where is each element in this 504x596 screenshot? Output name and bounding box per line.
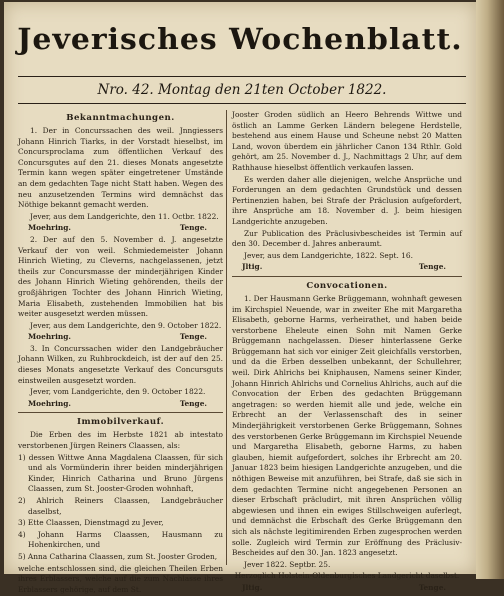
property-sale-date: Jever, aus dem Landgerichte, 1822. Sept. 16.: [244, 250, 413, 260]
heir-item: 2) Ahlrich Reiners Claassen, Landgebräucher daselbst,: [18, 496, 223, 516]
signature-left: Jltig.: [242, 582, 263, 592]
section-divider: [232, 276, 462, 277]
notice-2-signatures: [18, 332, 223, 343]
court-name: Herzoglich Holstein-Oldenburgisches Landgericht daselbst.: [234, 571, 460, 581]
masthead-rule-bottom: [18, 103, 466, 104]
heir-item: 1) dessen Wittwe Anna Magdalena Claassen, für sich und als Vormünderin ihrer beiden minderjährigen Kinder, Hinrich Catharina und Bruno Jürgens Claassen, zum St. Jooster-Groden wohnhaft,: [18, 452, 223, 494]
convocation-date: Jever 1822. Septbr. 25.: [244, 559, 331, 569]
section-heading-convocations: Convocationen.: [306, 280, 388, 291]
masthead-rule-top: [18, 76, 466, 77]
notice-1-date: Jever, aus dem Landgerichte, den 11. Octbr. 1822.: [30, 211, 219, 221]
signature-right: Tenge.: [418, 582, 446, 592]
section-heading-announcements: Bekanntmachungen.: [66, 113, 175, 123]
column-divider: [226, 110, 227, 565]
property-sale-tail: welche entschlossen sind, die gleichen Theilen Erben ihres Erblassers, welche auf die zum Nachlasse ihres Erblassers gehörige, auf dem St.: [18, 563, 223, 594]
notice-2-date: Jever, aus dem Landgerichte, den 9. October 1822.: [30, 320, 222, 330]
property-sale-intro: Die Erben des im Herbste 1821 ab intestato verstorbenen Jürgen Reiners Claassen, als:: [18, 430, 223, 451]
section-divider: [18, 412, 223, 413]
property-sale-signatures: [232, 262, 462, 273]
signature-left: Moehring.: [28, 398, 72, 408]
section-heading-property-sale: Immobilverkauf.: [76, 417, 165, 428]
publication-notice: Zur Publication des Präclusivbescheides ist Termin auf den 30. December d. Jahres anberaumt.: [232, 228, 462, 249]
notice-3-text: 3. In Concurssachen wider den Landgebräucher Johann Wilken, zu Ruhbrockdeich, ist der auf den 25. dieses Monats angesetzte Verkauf des Concursguts einstweilen ausgesetzt worden.: [18, 343, 223, 385]
signature-right: Tenge.: [179, 398, 207, 408]
book-spine: [476, 0, 504, 579]
masthead-title: Jeverisches Wochenblatt.: [17, 22, 463, 56]
notice-1-signatures: [18, 223, 223, 234]
heir-item: 5) Anna Catharina Claassen, zum St. Jooster Groden,: [18, 551, 218, 561]
notice-1-text: 1. Der in Concurssachen des weil. Jnngiessers Johann Hinrich Tiarks, in der Vorstadt hieselbst, im Concursproclama zum öffentlichen Verkauf des Concursgutes auf den 21. dieses Monats angesetzte Termin kann wegen später eingetretener Umstände an dem gedachten Tage nicht Statt haben. Wegen des neu anzusetzenden Termins wird demnächst das Nöthige bekannt gemacht werden.: [18, 126, 223, 210]
convocation-text: 1. Der Hausmann Gerke Brüggemann, wohnhaft gewesen im Kirchspiel Neuende, war in zweiter Ehe mit Margaretha Elisabeth, geborne Harms, verheirathet, und haben beide verstorbene Eheleute einen Sohn mit Namen Gerke Brüggemann nachgelassen. Dieser hinterlassene Gerke Brüggemann hat sich vor einiger Zeit gleichfalls verstorben, und da die Erben desselben unbekannt, der Schullehrer, weil. Dirk Ahlrichs bei Kniphausen, Namens seiner Kinder, Johann Hinrich Ahlrichs und Cornelius Ahlrichs, auch auf die Convocation der Erben des gedachten Brüggemann angetragen: so werden hiemit alle und jede, welche ein Erbrecht an der Verlassenschaft des in seiner Minderjährigkeit verstorbenen Gerke Brüggemann, Sohnes des verstorbenen Gerke Brüggemann im Kirchspiel Neuende und Margaretha Elisabeth, geborne Harms, zu haben glauben, hiemit aufgefordert, solches ihr Erbrecht am 20. Januar 1823 beim hiesigen Landgerichte anzugeben, und die nöthigen Beweise mit anzuführen, bei Strafe, daß sie sich in dem gedachten Termine nicht angegebenen Personen an dieser Erbschaft präcludirt, mit ihren Ansprüchen völlig abgewiesen und ihnen ein ewiges Stillschweigen auferlegt, und demnächst die Erbschaft des Gerke Brüggemann den sich als nächste legitimirenden Erben zugesprochen werden solle. Zugleich wird Termin zur Eröffnung des Präclusiv-Bescheides auf den 30. Jan. 1823 angesetzt.: [232, 293, 462, 558]
claims-notice: Es werden daher alle diejenigen, welche Ansprüche und Forderungen an dem gedachten Grundstück und dessen Pertinenzien haben, bei Strafe der Präclusion aufgefordert, ihre Ansprüche am 18. November d. J. beim hiesigen Landgerichte anzugeben.: [232, 174, 462, 226]
signature-left: Jltig.: [242, 262, 263, 272]
notice-2-text: 2. Der auf den 5. November d. J. angesetzte Verkauf der von weil. Schmiedemeister Johann Hinrich Wieting, zu Cleverns, nachgelassenen, jetzt theils zur Concursmasse der minderjährigen Kinder des Johann Hinrich Wieting gehörenden, theils der großjährigen Tochter des Johann Hinrich Wieting, Maria Elisabeth, zustehenden Immobilien hat bis weiter ausgesetzt werden müssen.: [18, 234, 223, 319]
right-column: [232, 110, 462, 595]
signature-left: Moehring.: [28, 223, 72, 233]
property-sale-continued: Jooster Groden südlich an Heero Behrends Wittwe und östlich an Lamme Gerken Ländern belegene Herdstelle, bestehend aus einem Hause und Scheune nebst 20 Matten Land, wovon überdem ein jährlicher Canon 134 Rthlr. Gold gehört, am 25. November d. J., Nachmittags 2 Uhr, auf dem Rathhause hieselbst öffentlich verkaufen lassen.: [232, 110, 462, 172]
convocation-signatures: [232, 583, 462, 594]
signature-left: Moehring.: [28, 332, 72, 342]
signature-right: Tenge.: [179, 332, 207, 342]
signature-right: Tenge.: [418, 262, 446, 272]
heir-item: 4) Johann Harms Claassen, Hausmann zu Hohenkirchen, und: [18, 529, 223, 550]
signature-right: Tenge.: [179, 223, 207, 233]
newspaper-page: [4, 2, 476, 594]
notice-3-date: Jever, vom Landgerichte, den 9. October 1822.: [30, 387, 206, 397]
notice-3-signatures: [18, 399, 223, 410]
left-column: [18, 110, 223, 596]
issue-line: Nro. 42. Montag den 21ten October 1822.: [97, 82, 387, 98]
heir-item: 3) Ette Claassen, Dienstmagd zu Jever,: [18, 518, 164, 528]
